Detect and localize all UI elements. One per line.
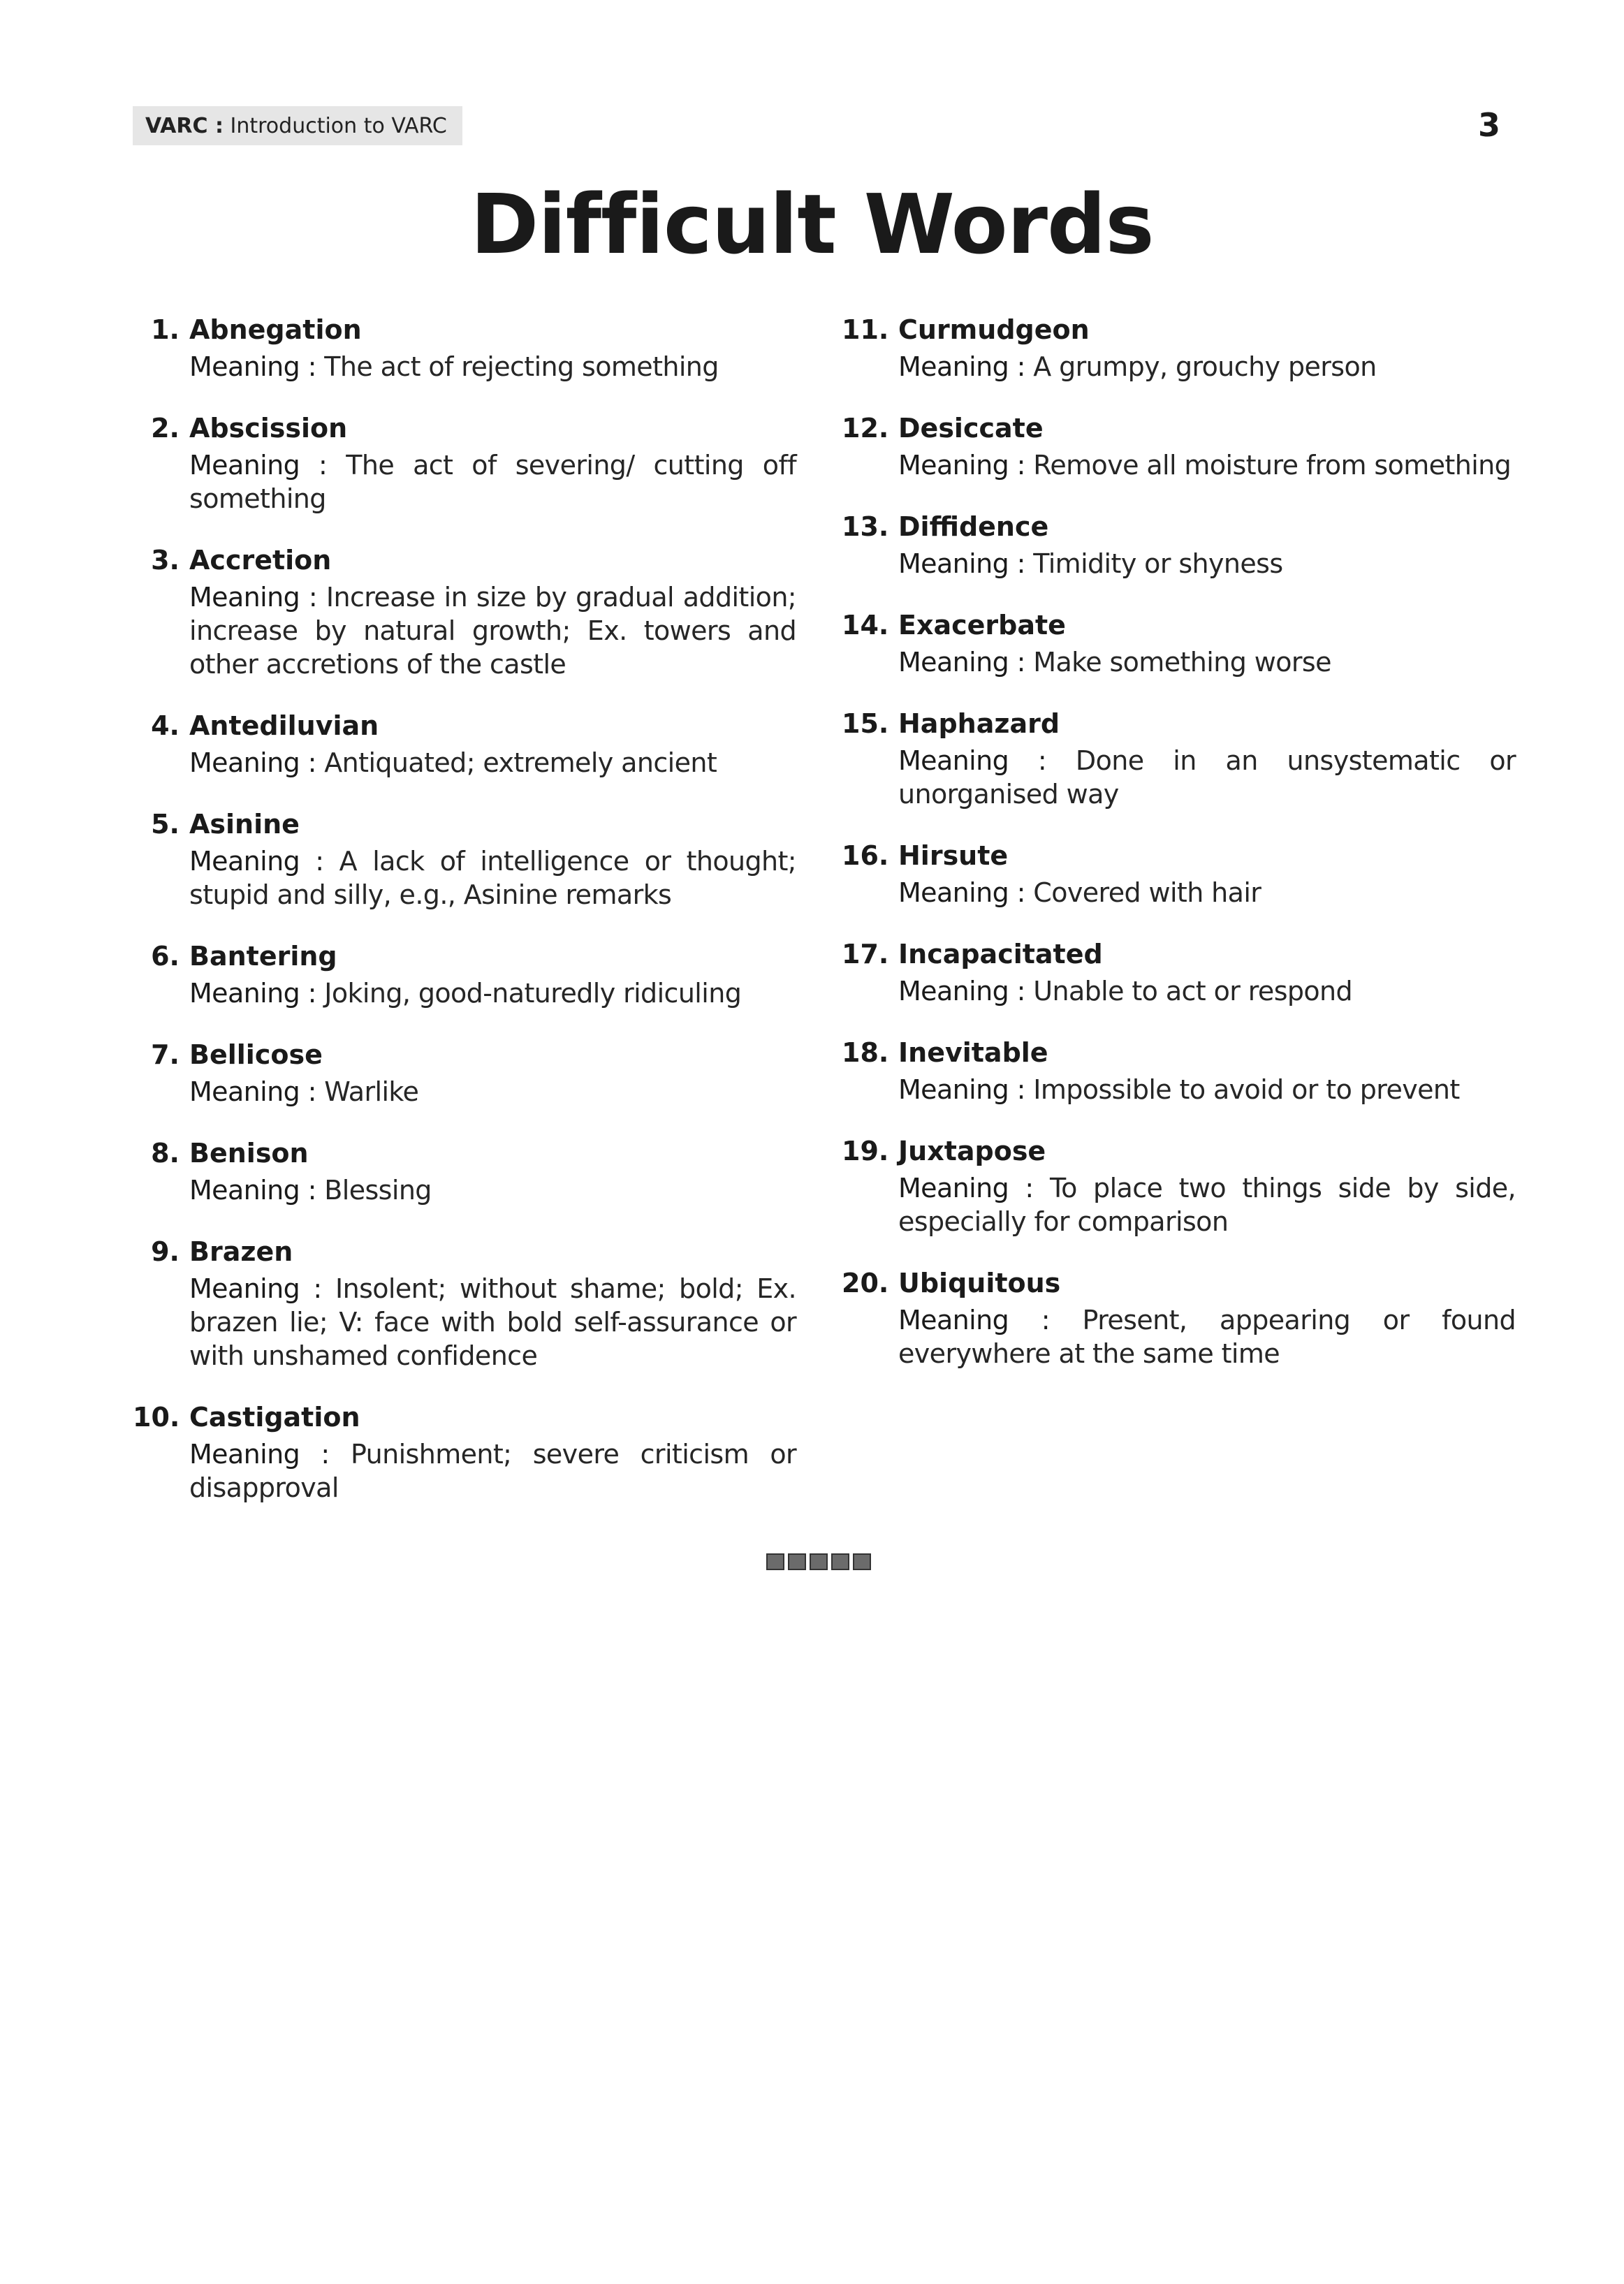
entry-body [189, 1235, 796, 1372]
meaning-label: Meaning : [189, 978, 316, 1009]
word-entry [842, 608, 1516, 679]
meaning-text: Present, appearing or found everywhere at the same time [898, 1305, 1516, 1369]
end-mark-square [831, 1553, 849, 1570]
entry-number: 3. [151, 545, 180, 576]
entry-body [898, 1266, 1516, 1370]
entry-body [189, 939, 796, 1010]
word-list-right-column [842, 313, 1516, 1398]
word-entry [133, 939, 796, 1010]
entry-body [898, 510, 1516, 580]
entry-body [189, 1400, 796, 1505]
entry-word: Castigation [189, 1402, 360, 1433]
word-entry [133, 411, 796, 515]
entry-body [898, 1134, 1516, 1238]
entry-meaning [898, 645, 1516, 679]
entry-body [898, 707, 1516, 811]
entry-meaning [189, 976, 796, 1010]
word-entry [133, 807, 796, 912]
meaning-text: Increase in size by gradual addition; increase by natural growth; Ex. towers and other accretions of the castle [189, 582, 797, 680]
meaning-label: Meaning : [189, 582, 318, 613]
entry-number: 10. [133, 1402, 180, 1433]
word-entry [133, 313, 796, 383]
end-mark-square [766, 1553, 784, 1570]
meaning-label: Meaning : [189, 1175, 316, 1206]
entry-number: 5. [151, 809, 180, 840]
entry-body [189, 709, 796, 779]
entry-number: 14. [842, 610, 889, 640]
meaning-text: Insolent; without shame; bold; Ex. brazen lie; V: face with bold self-assurance or with unshamed confidence [189, 1273, 797, 1371]
entry-meaning [898, 1171, 1516, 1238]
meaning-text: To place two things side by side, especially for comparison [898, 1173, 1516, 1237]
section-code: VARC : [145, 113, 224, 138]
meaning-label: Meaning : [189, 846, 324, 877]
meaning-text: A lack of intelligence or thought; stupid and silly, e.g., Asinine remarks [189, 846, 797, 910]
meaning-text: Blessing [324, 1175, 432, 1206]
meaning-text: Antiquated; extremely ancient [324, 747, 717, 778]
meaning-text: Punishment; severe criticism or disapproval [189, 1439, 797, 1503]
entry-number: 2. [151, 413, 180, 444]
entry-word: Bantering [189, 941, 337, 972]
entry-word: Incapacitated [898, 939, 1103, 969]
meaning-text: Done in an unsystematic or unorganised way [898, 745, 1516, 810]
meaning-label: Meaning : [898, 548, 1025, 579]
entry-number: 4. [151, 710, 180, 741]
meaning-text: Impossible to avoid or to prevent [1033, 1074, 1460, 1105]
meaning-text: The act of rejecting something [324, 351, 719, 382]
entry-body [189, 313, 796, 383]
entry-number: 9. [151, 1236, 180, 1267]
entry-meaning [189, 1437, 796, 1505]
meaning-label: Meaning : [898, 745, 1047, 776]
word-entry [842, 411, 1516, 482]
meaning-label: Meaning : [898, 1305, 1050, 1335]
entry-word: Exacerbate [898, 610, 1066, 640]
entry-meaning [189, 1272, 796, 1372]
end-of-section-mark [766, 1553, 871, 1570]
meaning-label: Meaning : [189, 351, 316, 382]
word-entry [842, 839, 1516, 909]
meaning-text: Timidity or shyness [1033, 548, 1283, 579]
meaning-text: The act of severing/ cutting off something [189, 450, 796, 514]
word-entry [842, 707, 1516, 811]
entry-meaning [898, 744, 1516, 811]
entry-meaning [189, 844, 796, 912]
end-mark-square [788, 1553, 806, 1570]
entry-word: Ubiquitous [898, 1268, 1061, 1298]
entry-number: 13. [842, 511, 889, 542]
entry-meaning [189, 746, 796, 779]
entry-meaning [898, 1073, 1516, 1106]
entry-body [898, 608, 1516, 679]
entry-word: Asinine [189, 809, 300, 840]
entry-meaning [898, 876, 1516, 909]
entry-meaning [189, 1173, 796, 1207]
meaning-label: Meaning : [898, 976, 1025, 1006]
meaning-label: Meaning : [898, 877, 1025, 908]
word-entry [842, 937, 1516, 1008]
word-entry [842, 510, 1516, 580]
meaning-label: Meaning : [898, 647, 1025, 678]
meaning-label: Meaning : [189, 1273, 322, 1304]
entry-word: Antediluvian [189, 710, 379, 741]
entry-meaning [898, 547, 1516, 580]
word-entry [133, 1400, 796, 1505]
entry-word: Juxtapose [898, 1136, 1046, 1166]
meaning-text: Warlike [324, 1076, 419, 1107]
entry-number: 18. [842, 1037, 889, 1068]
entry-meaning [189, 448, 796, 515]
end-mark-square [810, 1553, 828, 1570]
meaning-text: Remove all moisture from something [1033, 450, 1512, 481]
page-title: Difficult Words [470, 176, 1154, 272]
entry-number: 17. [842, 939, 889, 969]
entry-meaning [898, 1303, 1516, 1370]
word-entry [842, 1134, 1516, 1238]
entry-number: 8. [151, 1138, 180, 1169]
entry-body [898, 411, 1516, 482]
entry-word: Abnegation [189, 314, 362, 345]
meaning-label: Meaning : [898, 351, 1025, 382]
entry-meaning [898, 448, 1516, 482]
entry-word: Inevitable [898, 1037, 1048, 1068]
entry-word: Hirsute [898, 840, 1009, 871]
entry-number: 15. [842, 708, 889, 739]
word-entry [842, 1266, 1516, 1370]
entry-meaning [189, 1075, 796, 1108]
meaning-label: Meaning : [898, 1074, 1025, 1105]
word-entry [842, 313, 1516, 383]
entry-body [189, 543, 796, 681]
meaning-label: Meaning : [189, 747, 316, 778]
meaning-label: Meaning : [898, 450, 1025, 481]
entry-number: 19. [842, 1136, 889, 1166]
entry-number: 1. [151, 314, 180, 345]
meaning-text: A grumpy, grouchy person [1033, 351, 1377, 382]
entry-word: Desiccate [898, 413, 1044, 444]
entry-word: Diffidence [898, 511, 1049, 542]
entry-number: 20. [842, 1268, 889, 1298]
section-title: Introduction to VARC [223, 113, 447, 138]
meaning-label: Meaning : [898, 1173, 1034, 1203]
entry-body [189, 411, 796, 515]
page-number: 3 [1477, 106, 1500, 144]
word-entry [133, 709, 796, 779]
entry-meaning [189, 350, 796, 383]
entry-number: 6. [151, 941, 180, 972]
entry-number: 7. [151, 1039, 180, 1070]
entry-body [189, 807, 796, 912]
entry-body [189, 1136, 796, 1207]
word-entry [133, 543, 796, 681]
entry-number: 11. [842, 314, 889, 345]
entry-word: Benison [189, 1138, 309, 1169]
meaning-text: Unable to act or respond [1033, 976, 1353, 1006]
page-header [133, 106, 1516, 148]
entry-number: 12. [842, 413, 889, 444]
entry-word: Abscission [189, 413, 348, 444]
meaning-text: Covered with hair [1033, 877, 1261, 908]
word-entry [133, 1235, 796, 1372]
entry-body [898, 839, 1516, 909]
word-entry [133, 1136, 796, 1207]
entry-word: Accretion [189, 545, 332, 576]
entry-word: Brazen [189, 1236, 293, 1267]
entry-word: Curmudgeon [898, 314, 1090, 345]
word-entry [133, 1038, 796, 1108]
entry-body [898, 937, 1516, 1008]
entry-meaning [898, 350, 1516, 383]
section-tag [133, 106, 462, 145]
entry-meaning [898, 974, 1516, 1008]
meaning-label: Meaning : [189, 1076, 316, 1107]
entry-body [189, 1038, 796, 1108]
entry-word: Bellicose [189, 1039, 323, 1070]
meaning-label: Meaning : [189, 450, 328, 481]
word-entry [842, 1036, 1516, 1106]
meaning-text: Joking, good-naturedly ridiculing [324, 978, 742, 1009]
word-list-left-column [133, 313, 796, 1532]
entry-number: 16. [842, 840, 889, 871]
entry-body [898, 1036, 1516, 1106]
entry-word: Haphazard [898, 708, 1060, 739]
meaning-label: Meaning : [189, 1439, 330, 1470]
end-mark-square [853, 1553, 871, 1570]
entry-body [898, 313, 1516, 383]
entry-meaning [189, 580, 796, 681]
meaning-text: Make something worse [1033, 647, 1331, 678]
